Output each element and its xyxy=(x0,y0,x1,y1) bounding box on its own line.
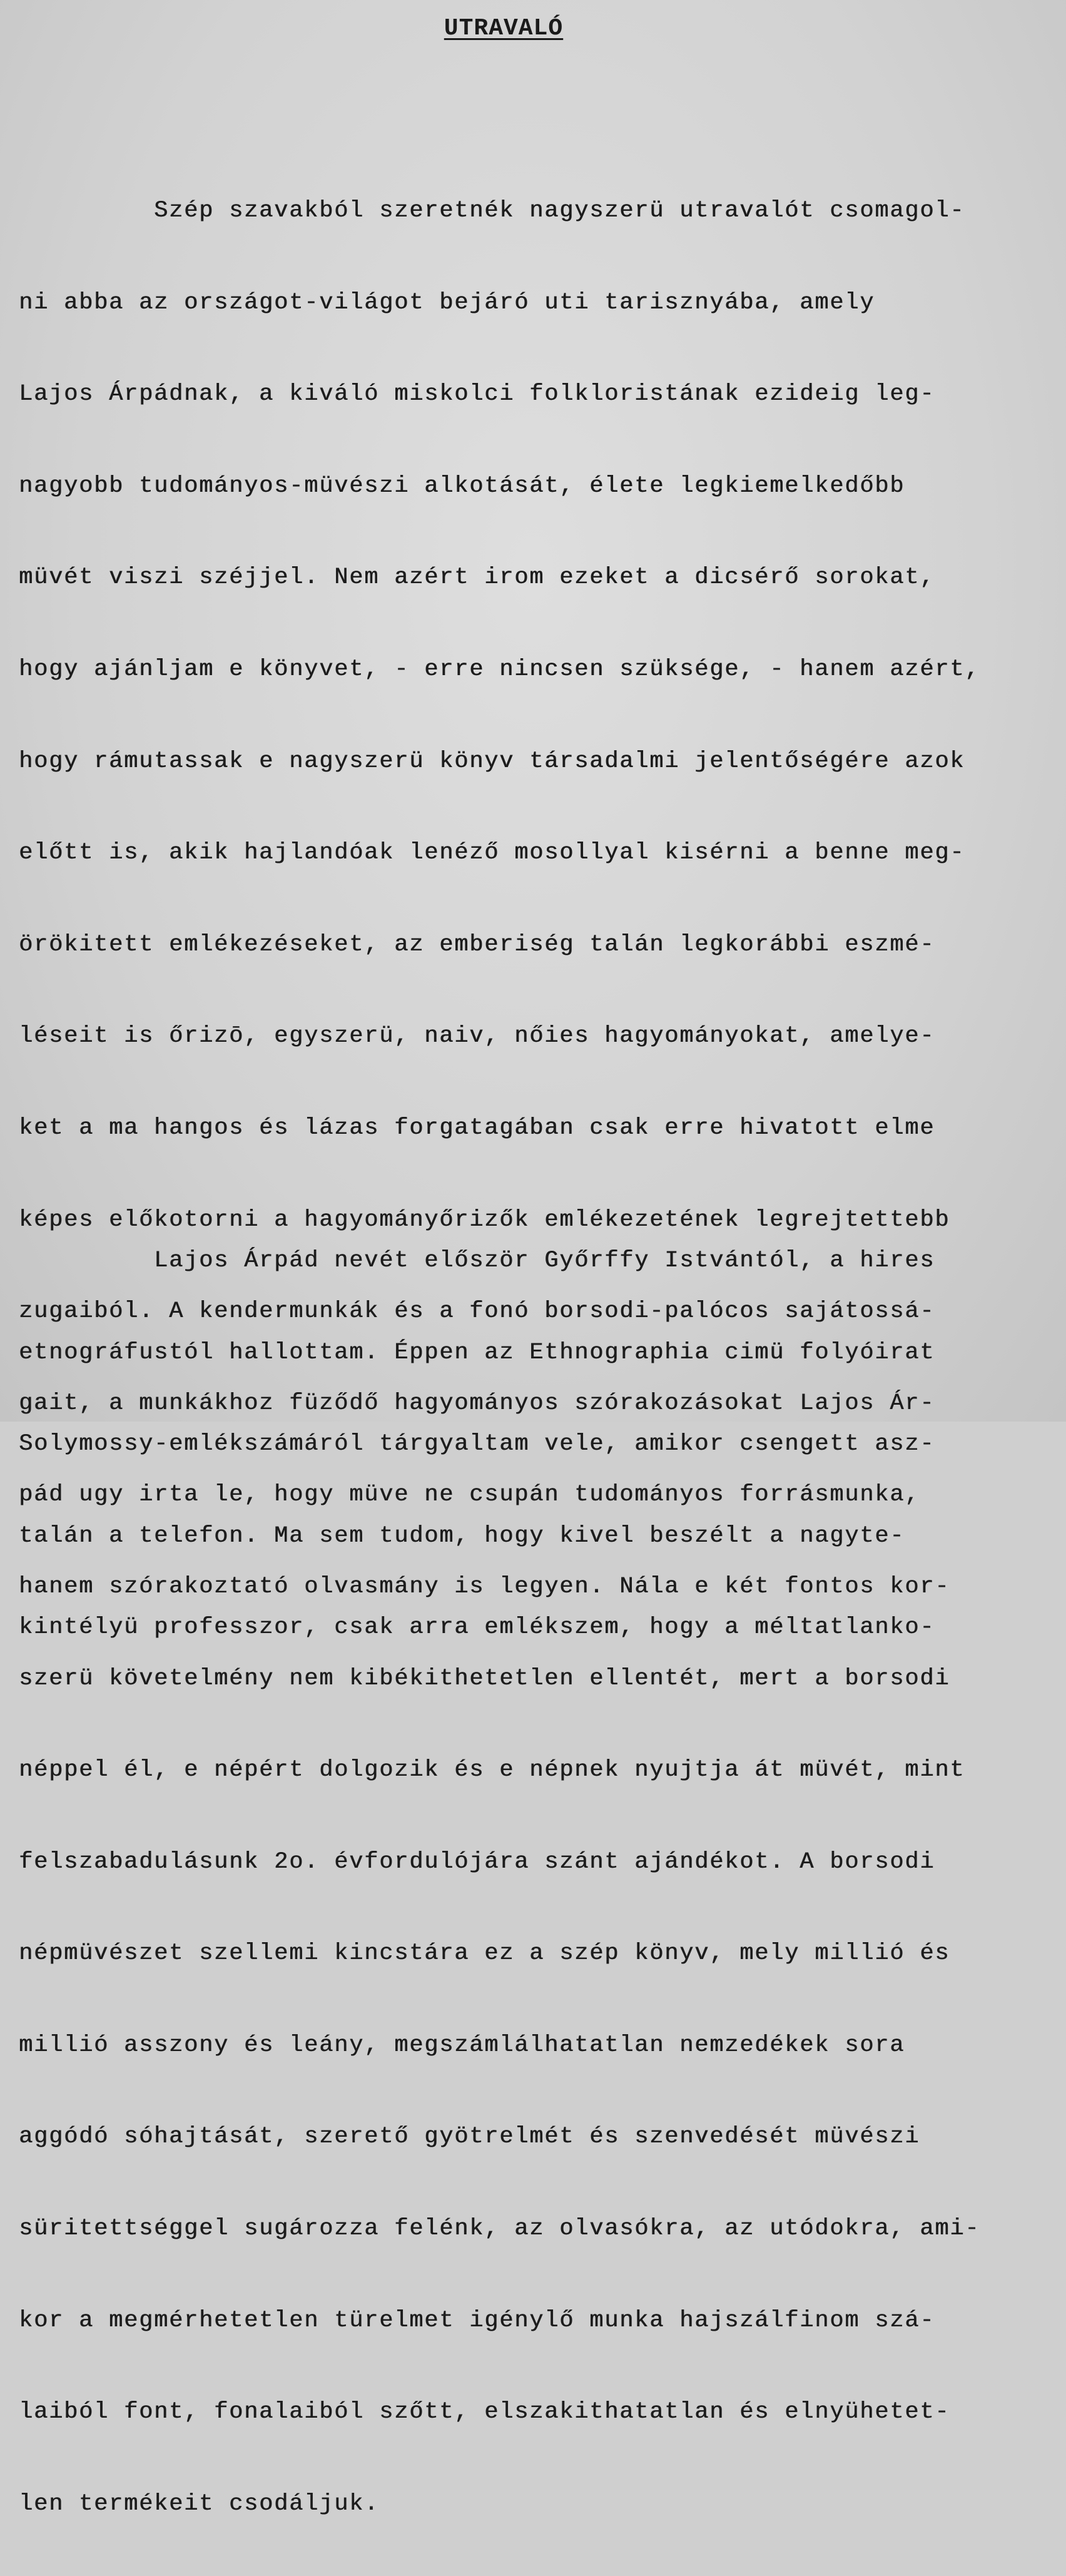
text-line: pád ugy irta le, hogy müve ne csupán tudományos forrásmunka, xyxy=(19,1482,920,1509)
text-line: hogy rámutassak e nagyszerü könyv társadalmi jelentőségére azok xyxy=(19,748,965,775)
text-line: Lajos Árpádnak, a kiváló miskolci folkloristának ezideig leg- xyxy=(19,381,935,408)
text-line: ni abba az országot-világot bejáró uti tarisznyába, amely xyxy=(19,289,875,316)
text-line: gait, a munkákhoz füződő hagyományos szórakozásokat Lajos Ár- xyxy=(19,1390,935,1417)
text-line: hanem szórakoztató olvasmány is legyen. Nála e két fontos kor- xyxy=(19,1573,950,1600)
text-line: kor a megmérhetetlen türelmet igénylő munka hajszálfinom szá- xyxy=(19,2307,935,2334)
text-line: néppel él, e népért dolgozik és e népnek nyujtja át müvét, mint xyxy=(19,1757,965,1784)
text-line: örökitett emlékezéseket, az emberiség talán legkorábbi eszmé- xyxy=(19,931,935,958)
text-line: aggódó sóhajtását, szerető gyötrelmét és szenvedését müvészi xyxy=(19,2124,920,2151)
text-line: szerü követelmény nem kibékithetetlen ellentét, mert a borsodi xyxy=(19,1665,950,1692)
page-title: UTRAVALÓ xyxy=(444,15,564,42)
text-line: népmüvészet szellemi kincstára ez a szép könyv, mely millió és xyxy=(19,1940,950,1967)
text-line: müvét viszi széjjel. Nem azért irom ezeket a dicsérő sorokat, xyxy=(19,564,935,591)
text-line: zugaiból. A kendermunkák és a fonó borsodi-palócos sajátossá- xyxy=(19,1298,935,1325)
text-line: nagyobb tudományos-müvészi alkotását, élete legkiemelkedőbb xyxy=(19,472,905,499)
text-line: laiból font, fonalaiból szőtt, elszakithatatlan és elnyühetet- xyxy=(19,2399,950,2426)
text-line: len termékeit csodáljuk. xyxy=(19,2490,380,2517)
text-line: Lajos Árpád nevét először Győrffy Istvántól, a hires xyxy=(19,1248,935,1274)
text-line: talán a telefon. Ma sem tudom, hogy kivel beszélt a nagyte- xyxy=(19,1522,905,1549)
text-line: ket a ma hangos és lázas forgatagában csak erre hivatott elme xyxy=(19,1114,935,1141)
text-line: hogy ajánljam e könyvet, - erre nincsen szüksége, - hanem azért, xyxy=(19,656,980,683)
text-line: kintélyü professzor, csak arra emlékszem, hogy a méltatlanko- xyxy=(19,1614,935,1641)
text-line: etnográfustól hallottam. Éppen az Ethnographia cimü folyóirat xyxy=(19,1339,935,1366)
text-line: süritettséggel sugározza felénk, az olvasókra, az utódokra, ami- xyxy=(19,2216,980,2243)
text-line: előtt is, akik hajlandóak lenéző mosollyal kisérni a benne meg- xyxy=(19,840,965,867)
text-line: Szép szavakból szeretnék nagyszerü utravalót csomagol- xyxy=(19,198,965,224)
text-line: Solymossy-emlékszámáról tárgyaltam vele, amikor csengett asz- xyxy=(19,1431,935,1458)
text-line: felszabadulásunk 2o. évfordulójára szánt ajándékot. A borsodi xyxy=(19,1848,935,1875)
paragraph-2 xyxy=(19,1189,935,1700)
text-line: képes előkotorni a hagyományőrizők emlékezetének legrejtettebb xyxy=(19,1206,950,1233)
text-line: millió asszony és leány, megszámlálhatatlan nemzedékek sora xyxy=(19,2032,905,2059)
text-line: léseit is őrizō, egyszerü, naiv, nőies hagyományokat, amelye- xyxy=(19,1023,935,1050)
